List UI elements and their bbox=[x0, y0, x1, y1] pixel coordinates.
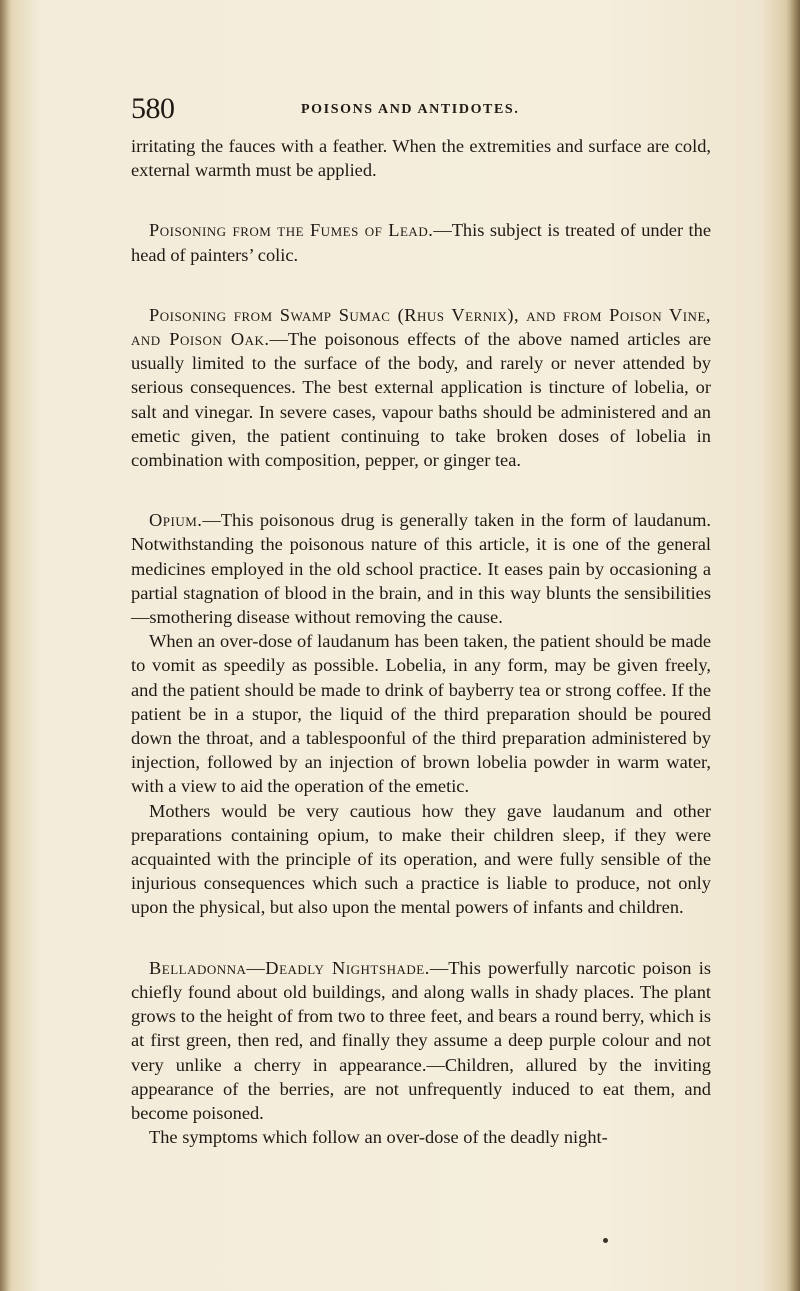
page-header bbox=[131, 92, 711, 128]
paragraph-mothers: Mothers would be very cautious how they gave laudanum and other preparations containing opium, to make their children sleep, if they were acquainted with the principle of its operation, and were fully sensible of the injurious consequences which such a practice is liable to produce, not only upon the physical, but also upon the mental powers of infants and children. bbox=[131, 800, 711, 918]
running-head: POISONS AND ANTIDOTES. bbox=[301, 102, 520, 117]
paragraph-lead-fumes bbox=[131, 218, 711, 266]
paragraph-text: —This subject is treated of under the head of painters’ colic. bbox=[131, 220, 711, 265]
paragraph-laudanum-overdose: When an over-dose of laudanum has been taken, the patient should be made to vomit as speedily as possible. Lobelia, in any form, may be given freely, and the patient should be made to drink of bayberry tea or strong coffee. If the patient be in a stupor, the liquid of the third preparation should be poured down the throat, and a tablespoonful of the third preparation administered by injection, followed by an injection of brown lobelia powder in warm water, with a view to aid the operation of the emetic. bbox=[131, 631, 711, 797]
page-edge-shadow bbox=[786, 0, 800, 1291]
paragraph-text: —This powerfully narcotic poison is chiefly found about old buildings, and along walls in shady places. The plant grows to the height of from two to three feet, and bears a round berry, which is at first green, then red, and finally they assume a deep purple colour and not very unlike a cherry in appearance.—Children, allured by the inviting appearance of the berries, are not unfrequently induced to eat them, and become poisoned. bbox=[131, 957, 711, 1123]
section-heading: Poisoning from the Fumes of Lead. bbox=[149, 220, 434, 241]
page-number: 580 bbox=[131, 92, 175, 125]
paragraph-swamp-sumac bbox=[131, 303, 711, 472]
section-heading: Belladonna—Deadly Nightshade. bbox=[149, 957, 430, 978]
paragraph-text: —The poisonous effects of the above named articles are usually limited to the surface of the body, and rarely or never attended by serious consequences. The best external application is tincture of lobelia, or salt and vinegar. In severe cases, vapour baths should be administered and an emetic given, the patient continuing to take broken doses of lobelia in combination with composition, pepper, or ginger tea. bbox=[131, 329, 711, 471]
paragraph-symptoms: The symptoms which follow an over-dose of the deadly night- bbox=[149, 1127, 608, 1148]
paragraph-opium bbox=[131, 508, 711, 629]
section-heading: Opium. bbox=[149, 510, 203, 531]
paragraph-continuation: irritating the fauces with a feather. When the extremities and surface are cold, external warmth must be applied. bbox=[131, 136, 711, 181]
section-heading: Poisoning from Swamp Sumac (Rhus Vernix), and from Poison Vine, and Poison Oak. bbox=[131, 304, 711, 350]
paragraph-text: —This poisonous drug is generally taken in the form of laudanum. Notwithstanding the poisonous nature of this article, it is one of the general medicines employed in the old school practice. It eases pain by occasioning a partial stagnation of blood in the brain, and in this way blunts the sensibilities—smothering disease without removing the cause. bbox=[131, 510, 711, 628]
ink-speck bbox=[603, 1238, 608, 1243]
page-gutter-shadow bbox=[0, 0, 12, 1291]
paragraph-belladonna bbox=[131, 956, 711, 1125]
page-body bbox=[131, 134, 711, 1149]
